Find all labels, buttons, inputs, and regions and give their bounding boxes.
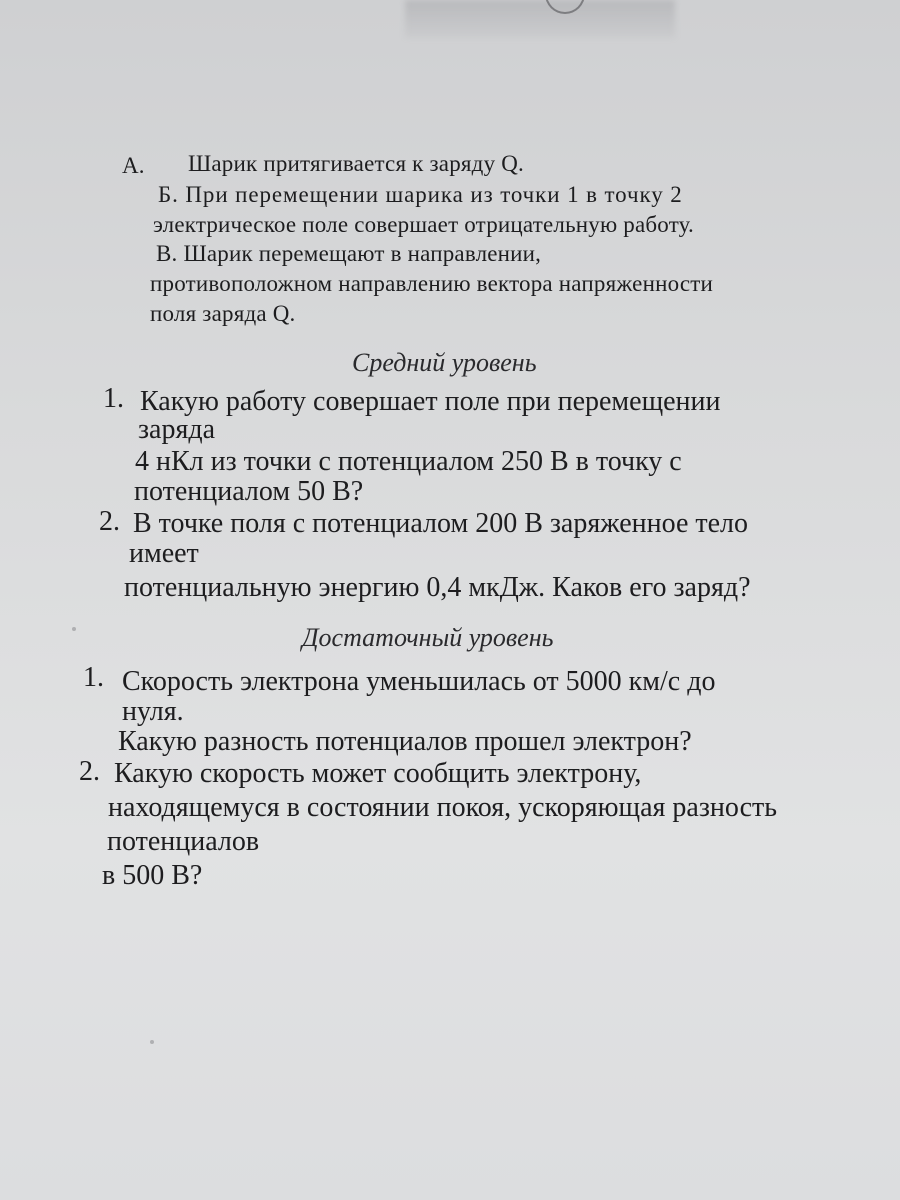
- option-a-label: А.: [122, 153, 145, 178]
- sufficient-q2-line-2: находящемуся в состоянии покоя, ускоряющая разность: [108, 792, 778, 823]
- middle-q2-line-1: В точке поля с потенциалом 200 В заряженное тело: [133, 508, 749, 539]
- option-b-line-1: Б. При перемещении шарика из точки 1 в точку 2: [158, 182, 683, 207]
- sufficient-q2-line-1: Какую скорость может сообщить электрону,: [114, 758, 642, 789]
- option-v-line-1: В. Шарик перемещают в направлении,: [156, 241, 542, 266]
- option-b-line-2: электрическое поле совершает отрицательную работу.: [153, 212, 694, 237]
- middle-level-heading: Средний уровень: [352, 348, 537, 377]
- middle-q2-line-3: потенциальную энергию 0,4 мкДж. Каков его заряд?: [124, 572, 751, 603]
- sufficient-q1-number: 1.: [83, 662, 104, 693]
- middle-q1-line-2: заряда: [138, 414, 216, 445]
- paper-speck: [150, 1040, 154, 1044]
- option-v-line-2: противоположном направлению вектора напряженности: [150, 271, 714, 296]
- middle-q1-number: 1.: [103, 383, 124, 414]
- middle-q1-line-4: потенциалом 50 В?: [134, 476, 364, 507]
- sufficient-q2-number: 2.: [79, 756, 100, 787]
- middle-q2-number: 2.: [99, 506, 120, 537]
- sufficient-q2-line-4: в 500 В?: [102, 860, 203, 891]
- option-a-text: Шарик притягивается к заряду Q.: [188, 151, 524, 176]
- paper-speck: [72, 627, 76, 631]
- middle-q1-line-1: Какую работу совершает поле при перемещении: [140, 386, 721, 417]
- option-v-line-3: поля заряда Q.: [150, 301, 296, 326]
- middle-q2-line-2: имеет: [129, 538, 199, 569]
- middle-q1-line-3: 4 нКл из точки с потенциалом 250 В в точку с: [135, 446, 682, 477]
- bleed-through-text: [405, 0, 675, 38]
- sufficient-q1-line-1: Скорость электрона уменьшилась от 5000 км/с до: [122, 666, 716, 697]
- sufficient-q1-line-2: нуля.: [122, 696, 184, 727]
- sufficient-level-heading: Достаточный уровень: [302, 623, 554, 652]
- sufficient-q1-line-3: Какую разность потенциалов прошел электрон?: [118, 726, 692, 757]
- sufficient-q2-line-3: потенциалов: [107, 826, 260, 857]
